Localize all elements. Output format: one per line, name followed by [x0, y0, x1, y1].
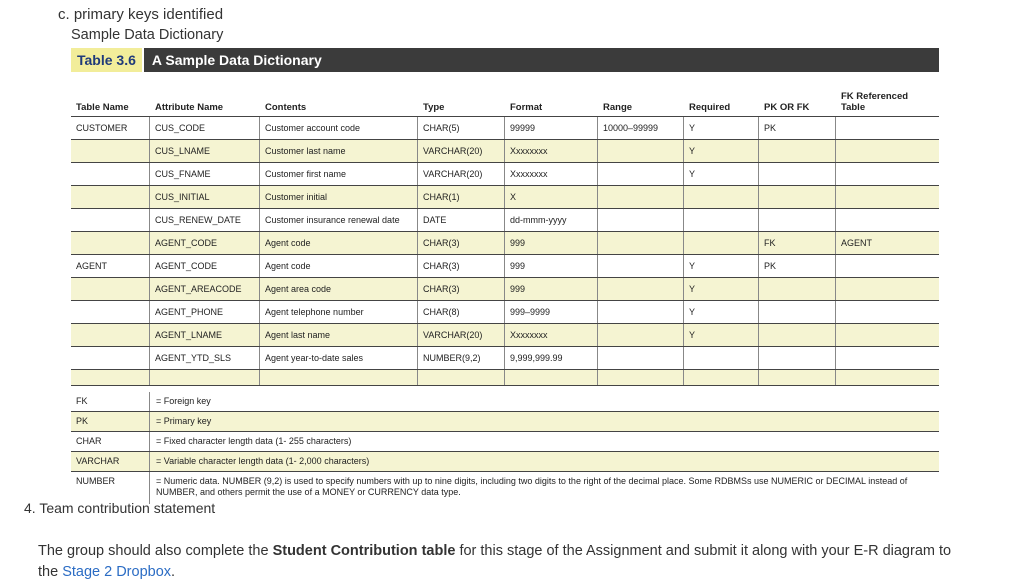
table-cell: [505, 370, 598, 385]
table-cell: CUS_LNAME: [150, 140, 260, 162]
table-row: [71, 140, 939, 163]
header-cell: Contents: [265, 102, 307, 113]
table-cell: PK: [759, 255, 836, 277]
table-row: [71, 232, 939, 255]
table-cell: 999: [505, 255, 598, 277]
table-cell: Customer initial: [260, 186, 418, 208]
table-cell: [598, 209, 684, 231]
table-cell: Y: [684, 117, 759, 139]
section-heading: c. primary keys identified: [58, 6, 224, 23]
table-cell: CUS_CODE: [150, 117, 260, 139]
table-cell: [759, 140, 836, 162]
table-cell: PK: [759, 117, 836, 139]
table-cell: Y: [684, 324, 759, 346]
table-cell: [71, 232, 150, 254]
legend-row: [71, 452, 939, 472]
table-cell: [598, 370, 684, 385]
header-cell: Table Name: [76, 102, 129, 113]
table-cell: [71, 347, 150, 369]
table-cell: AGENT_PHONE: [150, 301, 260, 323]
table-title-bar: [71, 48, 939, 72]
table-cell: AGENT_CODE: [150, 232, 260, 254]
table-cell: 9,999,999.99: [505, 347, 598, 369]
table-cell: Agent telephone number: [260, 301, 418, 323]
header-cell: Type: [423, 102, 445, 113]
table-cell: [598, 140, 684, 162]
table-cell: Customer last name: [260, 140, 418, 162]
table-cell: [759, 186, 836, 208]
header-cell: Required: [689, 102, 731, 113]
table-cell: VARCHAR(20): [418, 163, 505, 185]
table-cell: Y: [684, 301, 759, 323]
table-cell: [836, 255, 939, 277]
table-cell: X: [505, 186, 598, 208]
table-cell: [759, 347, 836, 369]
table-cell: VARCHAR(20): [418, 140, 505, 162]
table-cell: [759, 209, 836, 231]
table-cell: [836, 370, 939, 385]
paragraph-text: for this stage of the Assignment and submit it along with your E-R diagram to the: [38, 543, 952, 580]
table-row: [71, 186, 939, 209]
table-row: [71, 278, 939, 301]
table-row: [71, 370, 939, 386]
table-cell: CHAR(3): [418, 255, 505, 277]
table-cell: 999: [505, 232, 598, 254]
table-cell: CUSTOMER: [71, 117, 150, 139]
legend-key: PK: [71, 412, 150, 431]
table-cell: [836, 278, 939, 300]
table-row: [71, 117, 939, 140]
legend-row: [71, 412, 939, 432]
legend-row: [71, 432, 939, 452]
header-cell: PK OR FK: [764, 102, 810, 113]
table-cell: Xxxxxxxx: [505, 324, 598, 346]
table-cell: [598, 186, 684, 208]
table-row: [71, 163, 939, 186]
table-row: [71, 255, 939, 278]
table-cell: Customer account code: [260, 117, 418, 139]
table-cell: [150, 370, 260, 385]
table-cell: Agent last name: [260, 324, 418, 346]
table-cell: Xxxxxxxx: [505, 163, 598, 185]
table-cell: AGENT_YTD_SLS: [150, 347, 260, 369]
header-cell: FK Referenced Table: [841, 91, 909, 113]
paragraph-bold-text: Student Contribution table: [272, 543, 456, 559]
table-cell: NUMBER(9,2): [418, 347, 505, 369]
header-cell: Format: [510, 102, 543, 113]
table-cell: [71, 301, 150, 323]
table-cell: [759, 370, 836, 385]
legend-value: = Fixed character length data (1- 255 characters): [156, 436, 352, 446]
table-cell: [684, 209, 759, 231]
table-cell: 999: [505, 278, 598, 300]
table-cell: CHAR(1): [418, 186, 505, 208]
table-cell: Agent area code: [260, 278, 418, 300]
table-cell: FK: [759, 232, 836, 254]
section-heading-team-contribution: 4. Team contribution statement: [24, 500, 216, 516]
table-cell: [836, 324, 939, 346]
table-cell: [836, 163, 939, 185]
table-cell: VARCHAR(20): [418, 324, 505, 346]
table-cell: [598, 301, 684, 323]
table-number: Table 3.6: [71, 48, 144, 72]
table-cell: [836, 209, 939, 231]
table-row: [71, 301, 939, 324]
table-row: [71, 347, 939, 370]
table-cell: 999–9999: [505, 301, 598, 323]
legend-key: VARCHAR: [71, 452, 150, 471]
table-cell: AGENT_LNAME: [150, 324, 260, 346]
table-cell: [836, 186, 939, 208]
table-cell: Y: [684, 163, 759, 185]
table-cell: [71, 163, 150, 185]
table-cell: [759, 301, 836, 323]
table-cell: [598, 163, 684, 185]
table-cell: [836, 140, 939, 162]
table-cell: [598, 278, 684, 300]
paragraph-text: .: [171, 564, 176, 580]
table-cell: DATE: [418, 209, 505, 231]
header-cell: Range: [603, 102, 633, 113]
table-cell: 10000–99999: [598, 117, 684, 139]
table-cell: [598, 232, 684, 254]
legend-value: = Primary key: [150, 412, 939, 431]
table-cell: CHAR(3): [418, 232, 505, 254]
table-cell: 99999: [505, 117, 598, 139]
table-cell: CUS_INITIAL: [150, 186, 260, 208]
table-cell: [759, 278, 836, 300]
table-cell: [836, 347, 939, 369]
legend-row: [71, 392, 939, 412]
table-cell: AGENT: [836, 232, 939, 254]
table-cell: [71, 186, 150, 208]
table-cell: [71, 324, 150, 346]
table-cell: Y: [684, 278, 759, 300]
table-row: [71, 324, 939, 347]
legend-value: = Variable character length data (1- 2,000 characters): [150, 452, 939, 471]
table-cell: [598, 347, 684, 369]
table-cell: CHAR(3): [418, 278, 505, 300]
table-cell: Agent code: [260, 232, 418, 254]
table-cell: Y: [684, 255, 759, 277]
table-cell: [418, 370, 505, 385]
table-caption: Sample Data Dictionary: [71, 27, 224, 43]
table-cell: AGENT_AREACODE: [150, 278, 260, 300]
table-cell: Y: [684, 140, 759, 162]
table-cell: CHAR(5): [418, 117, 505, 139]
table-cell: [684, 186, 759, 208]
legend-key: FK: [71, 392, 150, 411]
legend-value: = Numeric data. NUMBER (9,2) is used to specify numbers with up to nine digits, including two digits to the right of the decimal place. Some RDBMSs use NUMERIC or DECIMAL instead of NUMBER, and others permit the use of a MONEY or CURRENCY data type.: [156, 476, 908, 497]
header-cell: Attribute Name: [155, 102, 224, 113]
legend-value: = Foreign key: [156, 396, 211, 406]
table-cell: [759, 163, 836, 185]
instruction-paragraph: [38, 541, 968, 583]
paragraph-text: The group should also complete the: [38, 543, 273, 559]
table-cell: CHAR(8): [418, 301, 505, 323]
stage-2-dropbox-link[interactable]: Stage 2 Dropbox: [62, 564, 172, 580]
table-cell: Customer insurance renewal date: [260, 209, 418, 231]
table-cell: [684, 370, 759, 385]
table-cell: [759, 324, 836, 346]
table-cell: [71, 278, 150, 300]
table-cell: [836, 301, 939, 323]
table-row: [71, 209, 939, 232]
table-legend: [71, 392, 939, 504]
table-cell: [598, 255, 684, 277]
table-cell: dd-mmm-yyyy: [505, 209, 598, 231]
table-cell: [260, 370, 418, 385]
table-cell: [684, 347, 759, 369]
table-cell: CUS_FNAME: [150, 163, 260, 185]
table-cell: [71, 140, 150, 162]
table-cell: AGENT_CODE: [150, 255, 260, 277]
table-cell: Xxxxxxxx: [505, 140, 598, 162]
table-cell: AGENT: [71, 255, 150, 277]
table-cell: Customer first name: [260, 163, 418, 185]
data-dictionary-table: [71, 81, 939, 504]
table-header-row: [71, 81, 939, 117]
legend-key: CHAR: [71, 432, 150, 451]
table-cell: [598, 324, 684, 346]
legend-key: NUMBER: [71, 472, 150, 504]
table-cell: [836, 117, 939, 139]
table-cell: [71, 370, 150, 385]
table-body: [71, 117, 939, 370]
table-cell: CUS_RENEW_DATE: [150, 209, 260, 231]
table-cell: Agent code: [260, 255, 418, 277]
table-cell: Agent year-to-date sales: [260, 347, 418, 369]
table-cell: [684, 232, 759, 254]
table-cell: [71, 209, 150, 231]
table-title: A Sample Data Dictionary: [151, 52, 322, 68]
